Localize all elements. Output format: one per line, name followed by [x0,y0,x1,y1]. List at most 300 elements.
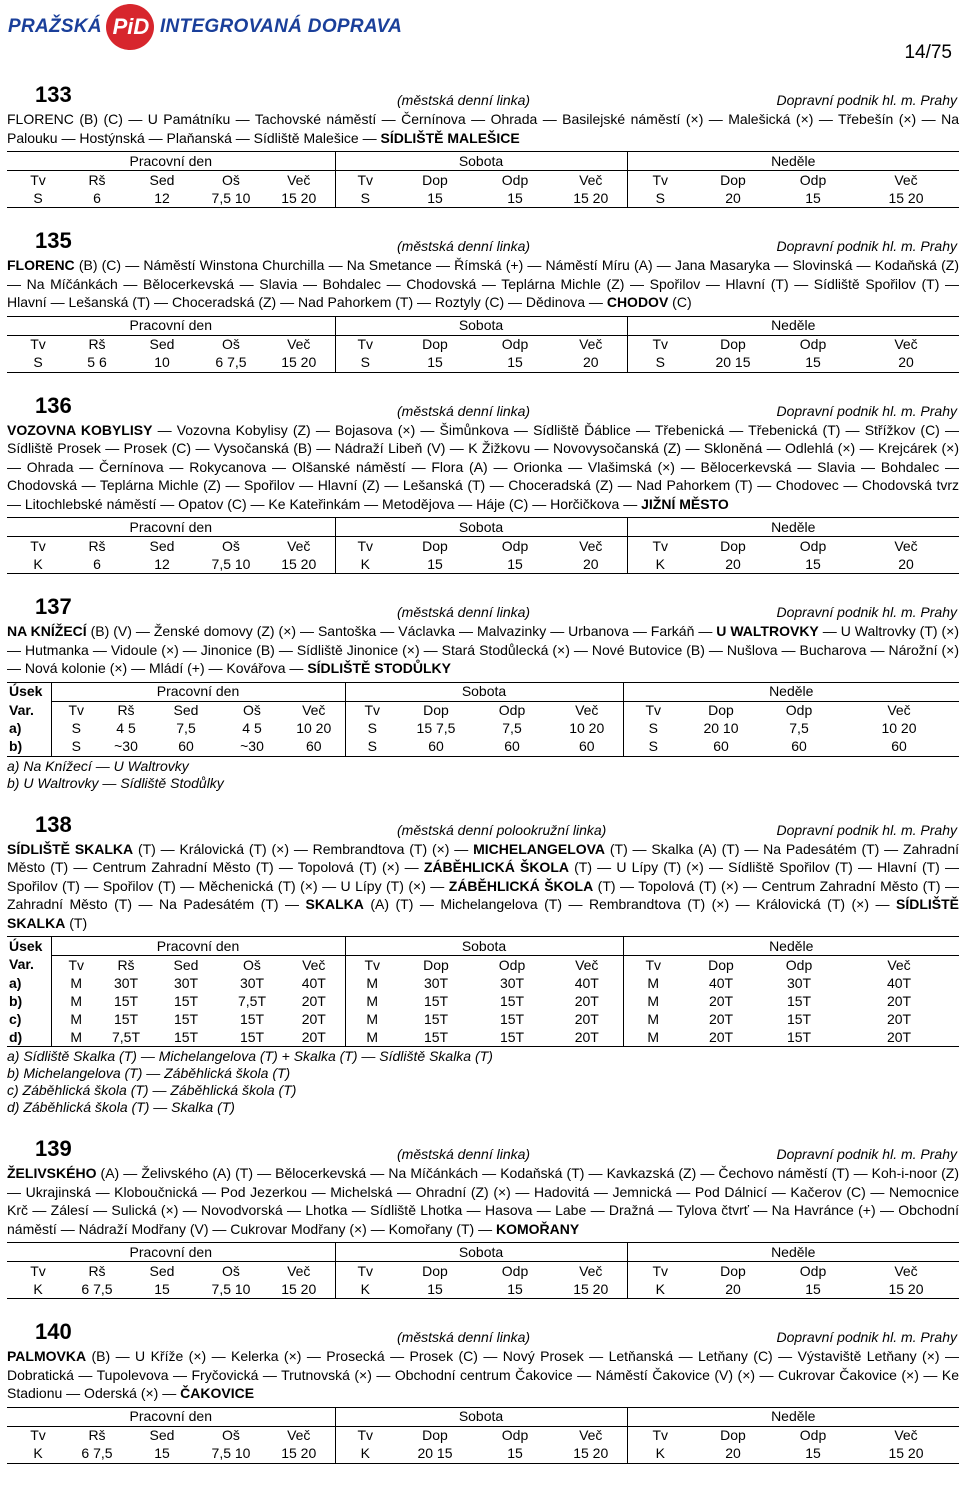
interval-cell: 15 20 [263,1280,335,1299]
interval-cell: 15T [173,1010,199,1027]
group-nedele: Neděle [627,1407,959,1426]
interval-cell: 15 20 [263,555,335,574]
group-nedele: Neděle [623,937,959,956]
interval-cell: 4 5 [116,720,136,736]
line-operator: Dopravní podnik hl. m. Prahy [776,604,957,620]
route-stops: (A) — Želivského (A) (T) — Bělocerkevská — Na Míčánkách — Kodaňská (T) — Kavkazská (Z) — Čechovo náměstí (T) — Koh-i-noor (Z) — Ukrajinská — Kloboučnická — Pod Jezerkou — Michelská — Ohradní (Z) (×) — Hadovitá — Jemnická — Pod Dálnicí — Kačerov (C) — Nemocnice Krč — Zálesí — Sulická (×) — Novodvorská — Lhotka — Sídliště Lhotka — Hasova — Labe — Dražná — Tylova čtvrť — Na Havránce (+) — Obchodní náměstí — Nádraží Modřany (V) — Cukrovar Modřany (×) — Komořany (T) — [7,1165,959,1237]
interval-cell: K [335,1280,395,1299]
interval-cell: 6 7,5 [69,1280,125,1299]
interval-cell: 15 20 [853,1280,959,1299]
interval-cell: 15 [773,1280,853,1299]
group-header-row [7,1407,959,1426]
col-header: Oš [222,336,240,352]
line-operator: Dopravní podnik hl. m. Prahy [776,1146,957,1162]
line-block-139 [7,1122,959,1299]
line-header [7,379,959,419]
interval-cell: 20 [853,354,959,373]
variant-note: a) Na Knížecí — U Waltrovky [7,757,189,774]
line-header [7,798,959,838]
interval-cell: 20 [853,555,959,574]
timetable-grid [7,1242,959,1299]
col-header: Dop [720,537,746,554]
interval-cell: 30T [423,974,449,991]
interval-cell: 15 20 [853,1445,959,1464]
interval-cell: 30T [239,974,265,991]
column-header-row [7,1426,959,1445]
route-terminal: SÍDLIŠTĚ SKALKA [7,896,960,931]
route-terminal: KOMOŘANY [495,1220,580,1237]
line-block-133 [7,68,959,208]
route-stops: (A) (T) — Michelangelova (T) — Rembrandtova (T) (×) — Královická (T) (×) — [363,896,896,912]
interval-cell: 60 [473,738,551,757]
interval-row [7,1028,959,1047]
line-number: 138 [35,811,72,837]
col-header: Rš [88,1427,106,1443]
column-header-row [7,956,959,975]
col-header: Več [555,1426,627,1445]
col-header: Dop [422,336,448,352]
col-header: Tv [364,956,381,973]
interval-cell: 20 [693,189,773,208]
interval-cell: 40T [283,974,345,992]
col-header: Sed [149,171,175,188]
page-number: 14/75 [904,42,952,63]
group-header-row [7,1243,959,1262]
interval-cell: M [70,974,83,991]
col-header: Več [283,956,345,975]
col-header: Rš [88,171,106,188]
timetable-grid [7,151,959,208]
interval-cell: 20T [551,1028,623,1047]
interval-cell: K [627,1445,693,1464]
col-header: Odp [799,1262,827,1279]
interval-row [7,1445,959,1464]
col-header: Več [551,956,623,975]
route-description [7,840,959,933]
group-pracovni-den: Pracovní den [51,682,345,701]
interval-cell: 40T [551,974,623,992]
route-description [7,421,959,514]
usek-label: Úsek [7,937,51,956]
variant-note: c) Záběhlická škola (T) — Záběhlická škola (T) [7,1082,297,1098]
interval-cell: 30T [113,974,139,991]
interval-cell: 15 [475,189,555,208]
interval-cell: S [345,738,399,757]
group-sobota: Sobota [335,1243,627,1262]
interval-cell: 15T [399,1028,473,1047]
interval-cell: 20T [839,1028,959,1047]
col-header: Dop [720,171,746,188]
interval-cell: 10 20 [283,720,345,738]
col-header: Dop [422,537,448,554]
col-header: Odp [501,171,529,188]
col-header: Sed [149,1262,175,1279]
interval-cell: ~30 [221,738,283,757]
col-header: Več [887,956,911,973]
interval-cell: 7,5T [101,1028,151,1047]
interval-cell: 30T [786,974,812,991]
col-header: Sed [173,956,199,973]
group-header-row [7,152,959,171]
interval-cell: 6 7,5 [199,354,263,373]
interval-cell: 60 [839,738,959,757]
interval-cell: 40T [708,974,734,991]
line-type: (městská denní linka) [397,604,531,620]
interval-cell: 20T [283,1010,345,1028]
interval-cell: 15T [423,992,449,1009]
group-sobota: Sobota [335,518,627,537]
interval-cell: 7,5 10 [199,1445,263,1464]
route-stops: (B) (C) — U Památníku — Tachovské náměstí — Černínova — Ohrada — Basilejské náměstí (×) — Malešická (×) — Třebešín (×) — Na Palouku — Hostýnská — Plaňanská — Sídliště Malešice — [7,111,959,146]
interval-cell: 15 [125,1280,199,1299]
interval-cell: 7,5 10 [199,189,263,208]
interval-cell: 15T [499,992,525,1009]
col-header: Več [263,1262,335,1281]
interval-cell: 15T [151,1028,221,1047]
interval-cell: 60 [683,738,759,757]
route-terminal: FLORENC [7,257,75,273]
line-header [7,68,959,108]
interval-cell: a) [7,720,51,738]
interval-cell: 15 [475,555,555,574]
interval-cell: S [627,189,693,208]
interval-cell: 15 [773,354,853,373]
interval-cell: M [70,992,83,1009]
interval-cell: 20T [886,1010,912,1027]
interval-cell: 20 [693,1445,773,1464]
interval-cell: 30T [173,974,199,991]
variant-notes [7,758,959,792]
line-operator: Dopravní podnik hl. m. Prahy [776,92,957,108]
col-header: Odp [498,956,526,973]
route-stops: — Vozovna Kobylisy (Z) — Bojasova (×) — Šimůnkova — Sídliště Ďáblice — Třebenická — Třebenická (T) — Střížkov (C) — Sídliště Prosek — Prosek (C) — Vysočanská (B) — Nádraží Libeň (V) — K Žižkovu — Novovysočanská (Z) — Skloněná — Odlehlá (×) — Krejcárek (×) — Ohrada — Černínova — Rokycanova — Olšanské náměstí — Flora (A) — Orionka — Vlašimská (×) — Bělocerkevská — Slavia — Bohdalec — Chodovská — Teplárna Michle (Z) — Spořilov — Hlavní (Z) — Lešanská (T) — Choceradská (Z) — Nad Pahorkem (T) — Chodovec — Chodovská tvrz — Litochlebské náměstí — Opatov (C) — Ke Kateřinkám — Metodějova — Háje (C) — Horčičkova — [7,421,959,512]
interval-cell: 20T [708,1010,734,1027]
interval-cell: 60 [759,738,839,757]
interval-cell: S [335,354,395,373]
col-header: Dop [720,336,746,352]
col-header: Odp [799,537,827,554]
line-block-140 [7,1305,959,1464]
usek-label: Úsek [7,682,51,701]
timetable-grid [7,1407,959,1464]
interval-cell: 15T [113,1010,139,1027]
interval-cell: 20 [693,555,773,574]
interval-cell: M [647,974,660,991]
col-header: Oš [243,956,261,973]
column-header-row [7,701,959,720]
column-header-row [7,335,959,354]
group-sobota: Sobota [345,682,623,701]
pid-logo [8,4,402,50]
route-stops: (T) — Topolová (T) (×) — Centrum Zahradní Město (T) — Zahradní Město (T) — Na Padesátém (T) — [7,877,959,912]
route-description [7,622,959,678]
interval-cell: M [647,992,660,1009]
interval-cell: 20T [708,992,734,1009]
column-header-row [7,1262,959,1281]
col-header: Odp [501,336,529,352]
interval-cell: S [7,189,69,208]
interval-cell: 15 20 [555,1280,627,1299]
col-header: Odp [799,171,827,188]
col-header: Dop [720,1427,746,1443]
route-stops: (T) — U Lípy (T) (×) — Sídliště Spořilov (T) — Hlavní (T) — Spořilov (T) — Spořilov (T) — Měchenická (T) (×) — U Lípy (T) (×) — [7,859,959,894]
interval-cell: 15 [773,555,853,574]
col-header: Več [894,171,918,188]
interval-cell: K [627,555,693,574]
group-pracovni-den: Pracovní den [7,152,335,171]
line-type: (městská denní linka) [397,238,531,254]
interval-cell: K [335,1445,395,1464]
col-header: Dop [423,702,449,718]
col-header: Tv [357,537,374,554]
col-header: Oš [222,171,240,188]
interval-cell: 15 20 [555,189,627,208]
interval-cell: ~30 [101,738,151,757]
variant-note: b) U Waltrovky — Sídliště Stodůlky [7,774,224,791]
line-operator: Dopravní podnik hl. m. Prahy [776,1329,957,1345]
group-pracovni-den: Pracovní den [7,316,335,335]
col-header: Dop [422,1262,448,1279]
line-number: 133 [35,82,72,107]
interval-cell: 7,5 [176,720,196,736]
interval-cell: 12 [125,555,199,574]
interval-cell: M [623,1028,683,1047]
route-terminal: VOZOVNA KOBYLISY [7,421,153,438]
route-terminal: ČAKOVICE [180,1385,255,1401]
col-header: Odp [498,702,526,718]
interval-cell: K [7,555,69,574]
group-pracovni-den: Pracovní den [7,1243,335,1262]
interval-cell: 12 [125,189,199,208]
line-block-138 [7,798,959,1117]
interval-cell: S [7,354,69,373]
route-description [7,256,959,312]
interval-cell: S [623,738,683,757]
line-type: (městská denní linka) [397,92,531,108]
col-header: Tv [645,956,662,973]
col-header: Tv [645,702,662,718]
line-header [7,214,959,254]
line-type: (městská denní linka) [397,1329,531,1345]
interval-cell: 15 20 [263,189,335,208]
col-header: Tv [357,1427,374,1443]
interval-cell: 4 5 [242,720,262,736]
line-type: (městská denní polookružní linka) [397,821,607,838]
col-header: Sed [149,1427,175,1443]
group-nedele: Neděle [623,682,959,701]
line-number: 136 [35,392,72,418]
interval-row [7,720,959,738]
group-header-row [7,518,959,537]
line-number: 135 [35,228,72,253]
col-header: Več [887,702,911,718]
line-number: 137 [35,594,72,619]
logo-word-integrovana: INTEGROVANÁ DOPRAVA [159,16,403,37]
col-header: Več [555,171,627,190]
col-header: Več [555,335,627,354]
interval-row [7,555,959,574]
interval-cell: 15T [786,1010,812,1027]
col-header: Odp [501,537,529,554]
interval-cell: 6 7,5 [69,1445,125,1464]
interval-cell: M [366,992,379,1009]
interval-cell: 15 20 [853,189,959,208]
interval-cell: 60 [551,738,623,757]
col-header: Odp [785,702,813,718]
route-stops: FLORENC [7,111,74,127]
group-pracovni-den: Pracovní den [7,1407,335,1426]
interval-cell: K [7,1280,69,1299]
col-header: Odp [501,1427,529,1443]
col-header: Tv [30,336,46,352]
route-stops: (T) — Královická (T) (×) — Rembrandtova (T) (×) — [133,840,474,857]
interval-cell: 15T [113,992,139,1009]
variant-note: a) Sídliště Skalka (T) — Michelangelova (T) + Skalka (T) — Sídliště Skalka (T) [7,1048,493,1064]
interval-cell: 15 [395,189,475,208]
route-terminal: SÍDLIŠTĚ MALEŠICE [380,129,520,146]
col-header: Tv [30,537,46,554]
interval-cell: 15 [475,1280,555,1299]
interval-cell: 6 [69,555,125,574]
col-header: Tv [30,1262,46,1279]
col-header: Tv [30,171,46,188]
interval-cell: 20T [886,992,912,1009]
interval-row [7,1280,959,1299]
interval-cell: M [70,1010,83,1027]
route-terminal: CHODOV [606,294,669,310]
route-stops: (B) — U Kříže (×) — Kelerka (×) — Prosecká — Prosek (C) — Nový Prosek — Letňanská — Letňany (C) — Výstaviště Letňany (×) — Dobratická — Tupolevova — Fryčovická — Trutnovská (×) — Obchodní centrum Čakovice — Náměstí Čakovice (V) (×) — Cukrovar Čakovice (×) — Ke Stadionu — Oderská (×) — [7,1348,959,1401]
interval-cell: c) [7,1010,51,1028]
route-description [7,1347,959,1403]
col-header: Sed [173,702,199,718]
col-header: Dop [708,956,734,973]
route-terminal: ZÁBĚHLICKÁ ŠKOLA [423,859,569,875]
interval-cell: 15T [786,992,812,1009]
col-header: Tv [357,171,374,188]
interval-cell: b) [7,738,51,757]
interval-cell: 15 [475,354,555,373]
col-header: Tv [357,1262,374,1279]
route-description [7,1164,959,1238]
interval-cell: 15T [239,1010,265,1027]
col-header: Rš [117,956,135,973]
group-header-row [7,316,959,335]
interval-cell: K [7,1445,69,1464]
col-header: Dop [423,956,449,973]
col-header: Tv [357,336,374,352]
interval-cell: 20 10 [703,720,739,736]
route-terminal: ŽELIVSKÉHO [7,1165,97,1181]
interval-cell: 20T [551,1010,623,1028]
col-header: Več [894,1262,918,1279]
interval-cell: 20 15 [395,1445,475,1464]
line-type: (městská denní linka) [397,402,531,419]
col-header: Rš [88,1262,106,1279]
group-nedele: Neděle [627,316,959,335]
col-header: Oš [222,537,240,554]
interval-cell: 15 20 [555,1445,627,1464]
group-pracovni-den: Pracovní den [7,518,335,537]
col-header: Več [551,701,623,720]
col-header: Odp [785,956,813,973]
line-type: (městská denní linka) [397,1146,531,1162]
group-header-row [7,937,959,956]
interval-cell: 5 6 [69,354,125,373]
interval-row [7,189,959,208]
pid-logo-mark [104,4,158,50]
interval-cell: 60 [399,738,473,757]
column-header-row [7,171,959,190]
col-header: Tv [652,1262,669,1279]
timetable-grid [7,517,959,574]
logo-word-prazska: PRAŽSKÁ [8,16,102,37]
col-header: Več [263,171,335,190]
interval-cell: 10 20 [551,720,623,738]
col-header: Več [894,537,918,554]
route-terminal: JIŽNÍ MĚSTO [641,495,729,512]
interval-cell: 15 [475,1445,555,1464]
col-header: Tv [364,702,381,718]
col-header: Dop [708,702,734,718]
route-terminal: SKALKA [305,896,364,912]
interval-cell: 15T [759,1028,839,1047]
timetable-grid [7,316,959,373]
col-header: Odp [799,1427,827,1443]
interval-cell: 15T [473,1028,551,1047]
col-header: Več [283,701,345,720]
col-header: Odp [501,1262,529,1279]
line-operator: Dopravní podnik hl. m. Prahy [776,402,957,419]
variant-notes [7,1048,959,1116]
interval-cell: M [366,974,379,991]
group-header-row [7,682,959,701]
interval-cell: 40T [886,974,912,991]
interval-cell: 15 [395,354,475,373]
route-terminal: NA KNÍŽECÍ [7,623,87,639]
col-header: Tv [652,1427,669,1443]
route-stops: (B) (V) — Ženské domovy (Z) (×) — Santoška — Václavka — Malvazinky — Urbanova — Farkáň — [86,623,717,639]
col-header: Tv [652,537,669,554]
interval-cell: 20 [555,555,627,574]
col-header: Dop [720,1262,746,1279]
col-header: Več [894,1427,918,1443]
interval-row [7,354,959,373]
col-header: Dop [422,171,448,188]
var-label: Var. [7,701,51,720]
route-terminal: ZÁBĚHLICKÁ ŠKOLA [448,877,594,894]
interval-cell: 60 [283,738,345,757]
interval-row [7,738,959,757]
col-header: Sed [149,336,175,352]
group-sobota: Sobota [335,152,627,171]
interval-cell: M [345,1028,399,1047]
col-header: Več [555,537,627,556]
interval-cell: 20 15 [693,354,773,373]
col-header: Rš [88,336,106,352]
col-header: Tv [652,171,669,188]
interval-cell: 15T [499,1010,525,1027]
col-header: Oš [222,1427,240,1443]
col-header: Tv [68,956,85,973]
route-stops: (T) — Skalka (A) (T) — Na Padesátém (T) — Zahradní Město (T) — Centrum Zahradní Město (T) — Topolová (T) (×) — [7,840,959,875]
interval-cell: 20T [551,992,623,1010]
col-header: Več [263,537,335,556]
route-terminal: SÍDLIŠTĚ SKALKA [7,840,134,857]
line-header [7,580,959,620]
timetable-grid [7,936,959,1047]
interval-cell: 15 [125,1445,199,1464]
col-header: Tv [652,336,669,352]
